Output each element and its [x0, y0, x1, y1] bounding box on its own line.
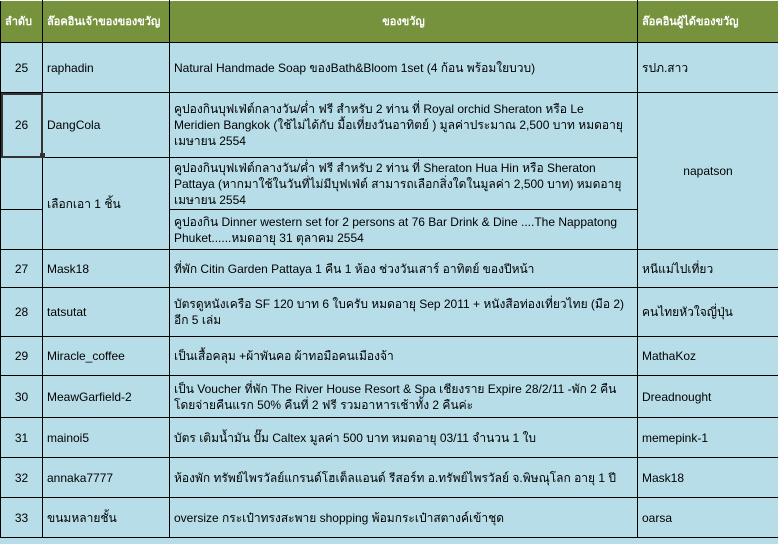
gift-description[interactable]: บัตร เติมน้ำมัน ปั๊ม Caltex มูลค่า 500 บาท หมดอายุ 03/11 จำนวน 1 ใบ: [170, 418, 638, 458]
gift-description[interactable]: เป็น Voucher ที่พัก The River House Resort & Spa เชียงราย Expire 28/2/11 -พัก 2 คืน โดยจ่ายคืนแรก 50% คืนที่ 2 ฟรี รวมอาหารเช้าทั้ง 2 คืนค่ะ: [170, 376, 638, 418]
winner-login[interactable]: MathaKoz: [638, 337, 778, 376]
header-gift[interactable]: ของขวัญ: [170, 1, 638, 43]
table-row: [1, 418, 778, 458]
winner-login[interactable]: oarsa: [638, 498, 778, 538]
table-row: [1, 43, 778, 93]
owner-login[interactable]: tatsutat: [43, 288, 170, 337]
owner-login[interactable]: Mask18: [43, 250, 170, 288]
gift-description[interactable]: Natural Handmade Soap ของBath&Bloom 1set (4 ก้อน พร้อมใยบวบ): [170, 43, 638, 93]
header-no[interactable]: ลำดับ: [1, 1, 43, 43]
row-number[interactable]: 30: [1, 376, 43, 418]
table-row: [1, 337, 778, 376]
gift-description[interactable]: เป็นเสื้อคลุม +ผ้าพันคอ ผ้าทอมือคนเมืองจ้า: [170, 337, 638, 376]
gift-description[interactable]: คูปองกิน Dinner western set for 2 persons at 76 Bar Drink & Dine ....The Nappatong Phuket......หมดอายุ 31 ตุลาคม 2554: [170, 210, 638, 250]
row-number[interactable]: 28: [1, 288, 43, 337]
table-row: [1, 288, 778, 337]
row-number-empty[interactable]: [1, 158, 43, 210]
header-winner[interactable]: ล๊อคอินผู้ได้ของขวัญ: [638, 1, 778, 43]
header-row: [1, 1, 778, 43]
row-number[interactable]: 27: [1, 250, 43, 288]
choose-one-note[interactable]: เลือกเอา 1 ชิ้น: [43, 158, 170, 250]
owner-login[interactable]: Miracle_coffee: [43, 337, 170, 376]
table-row: [1, 498, 778, 538]
row-number[interactable]: 25: [1, 43, 43, 93]
winner-login[interactable]: Mask18: [638, 458, 778, 498]
gift-description[interactable]: คูปองกินบุฟเฟ่ต์กลางวัน/ค่ำ ฟรี สำหรับ 2 ท่าน ที่ Sheraton Hua Hin หรือ Sheraton Pattaya (หากมาใช้ในวันที่ไม่มีบุฟเฟ่ต์ สามารถเลือกสิ่งใดในมูลค่า 2,500 บาท) หมดอายุ เมษายน 2554: [170, 158, 638, 210]
table-row: [1, 93, 778, 158]
owner-login[interactable]: DangCola: [43, 93, 170, 158]
row-number[interactable]: 32: [1, 458, 43, 498]
winner-login[interactable]: memepink-1: [638, 418, 778, 458]
gift-description[interactable]: ที่พัก Citin Garden Pattaya 1 คืน 1 ห้อง ช่วงวันเสาร์ อาทิตย์ ของปีหน้า: [170, 250, 638, 288]
gift-description[interactable]: บัตรดูหนังเครือ SF 120 บาท 6 ใบครับ หมดอายุ Sep 2011 + หนังสือท่องเที่ยวไทย (มือ 2) อีก 5 เล่ม: [170, 288, 638, 337]
row-number[interactable]: 29: [1, 337, 43, 376]
gift-description[interactable]: คูปองกินบุฟเฟ่ต์กลางวัน/ค่ำ ฟรี สำหรับ 2 ท่าน ที่ Royal orchid Sheraton หรือ Le Meridien Bangkok (ใช้ไม่ได้กับ มื้อเที่ยงวันอาทิตย์ ) มูลค่าประมาณ 2,500 บาท หมดอายุ เมษายน 2554: [170, 93, 638, 158]
winner-login[interactable]: napatson: [638, 93, 778, 250]
row-number[interactable]: 31: [1, 418, 43, 458]
cell-selection-handle[interactable]: [40, 153, 45, 158]
table-row: [1, 458, 778, 498]
table-row: [1, 376, 778, 418]
row-number-empty[interactable]: [1, 210, 43, 250]
winner-login[interactable]: Dreadnought: [638, 376, 778, 418]
winner-login[interactable]: หนีแม่ไปเที่ยว: [638, 250, 778, 288]
owner-login[interactable]: annaka7777: [43, 458, 170, 498]
winner-login[interactable]: คนไทยหัวใจญี่ปุ่น: [638, 288, 778, 337]
owner-login[interactable]: MeawGarfield-2: [43, 376, 170, 418]
table-row: [1, 250, 778, 288]
gift-description[interactable]: ห้องพัก ทรัพย์ไพรวัลย์แกรนด์โฮเต็ลแอนด์ รีสอร์ท อ.ทรัพย์ไพรวัลย์ จ.พิษณุโลก อายุ 1 ปี: [170, 458, 638, 498]
owner-login[interactable]: raphadin: [43, 43, 170, 93]
row-number[interactable]: 26: [1, 93, 43, 158]
header-owner[interactable]: ล๊อคอินเจ้าของของขวัญ: [43, 1, 170, 43]
gift-description[interactable]: oversize กระเป๋าทรงสะพาย shopping พ้อมกระเป๋าสตางค์เข้าชุด: [170, 498, 638, 538]
winner-login[interactable]: รปภ.สาว: [638, 43, 778, 93]
owner-login[interactable]: mainoi5: [43, 418, 170, 458]
row-number[interactable]: 33: [1, 498, 43, 538]
owner-login[interactable]: ขนมหลายชั้น: [43, 498, 170, 538]
